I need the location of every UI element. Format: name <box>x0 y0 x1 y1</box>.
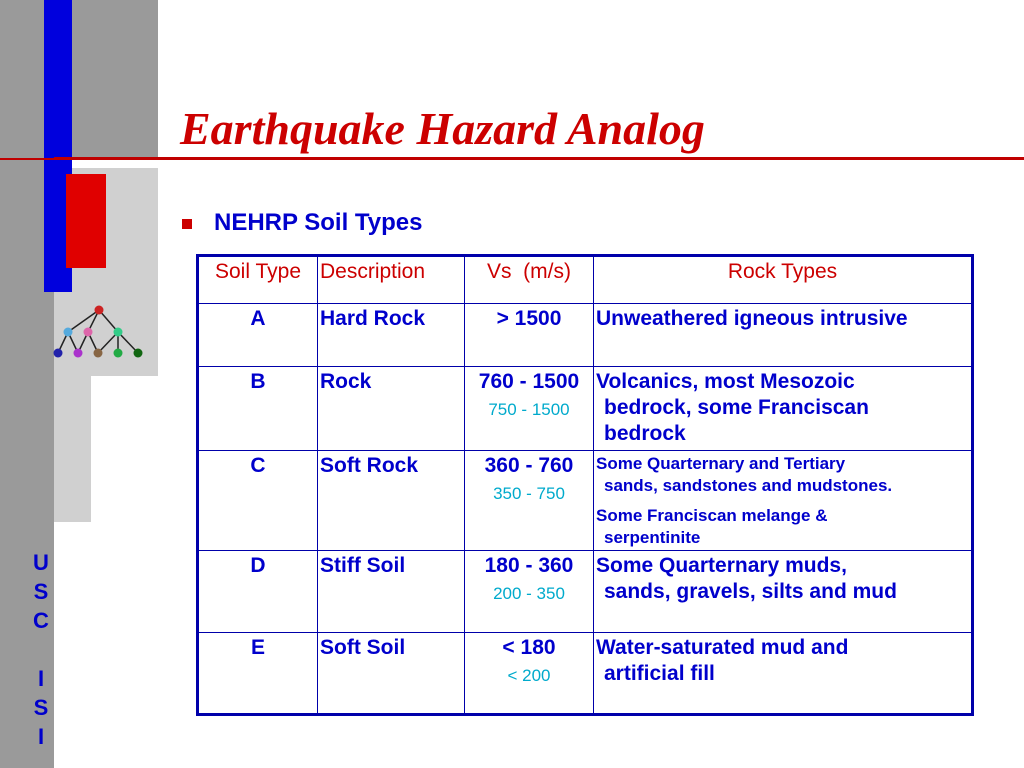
side-letter: C <box>33 608 49 633</box>
decor-gray-block <box>0 0 158 158</box>
side-letters <box>28 548 54 751</box>
rock-line: sands, sandstones and mudstones. <box>604 476 893 495</box>
rock-line: bedrock, some Franciscan <box>604 396 869 419</box>
cell-description: Stiff Soil <box>318 551 465 633</box>
table-row <box>198 367 973 451</box>
cell-description: Hard Rock <box>318 304 465 367</box>
soil-types-table <box>196 254 974 716</box>
cell-soil-type: B <box>198 367 318 451</box>
title-underline-left <box>0 158 54 160</box>
rock-line: Water-saturated mud and <box>596 636 849 659</box>
side-letter: S <box>33 579 49 604</box>
cell-rock-types <box>594 304 973 367</box>
rock-line: Some Quarternary muds, <box>596 554 847 577</box>
cell-vs <box>465 451 594 551</box>
cell-soil-type: D <box>198 551 318 633</box>
header-vs: Vs (m/s) <box>465 256 594 304</box>
cell-vs <box>465 633 594 715</box>
rock-line: Volcanics, most Mesozoic <box>596 370 855 393</box>
rock-line: serpentinite <box>604 528 701 547</box>
side-letter: S <box>33 695 49 720</box>
decor-light-strip <box>54 376 91 522</box>
rock-line: artificial fill <box>604 662 715 685</box>
vs-value: > 1500 <box>496 307 562 330</box>
table-row <box>198 304 973 367</box>
slide-title: Earthquake Hazard Analog <box>180 103 705 154</box>
cell-vs <box>465 304 594 367</box>
table-row <box>198 551 973 633</box>
cell-rock-types <box>594 551 973 633</box>
vs-alt-value: 350 - 750 <box>493 484 565 503</box>
vs-alt-value: 750 - 1500 <box>488 400 570 419</box>
rock-line: sands, gravels, silts and mud <box>604 580 897 603</box>
vs-value: 360 - 760 <box>484 454 574 477</box>
table-row <box>198 633 973 715</box>
table-row <box>198 451 973 551</box>
cell-description: Soft Soil <box>318 633 465 715</box>
cell-soil-type: A <box>198 304 318 367</box>
title-underline <box>54 157 1024 160</box>
bullet-text: NEHRP Soil Types <box>214 209 423 236</box>
rock-line: Some Quarternary and Tertiary <box>596 454 846 473</box>
cell-rock-types <box>594 633 973 715</box>
vs-alt-value: < 200 <box>507 666 551 685</box>
tree-network-icon <box>50 302 150 362</box>
vs-value: 760 - 1500 <box>478 370 580 393</box>
header-description: Description <box>318 256 465 304</box>
rock-line: bedrock <box>604 422 686 445</box>
rock-line: Unweathered igneous intrusive <box>596 307 908 330</box>
side-letter: I <box>37 666 45 691</box>
square-bullet-icon <box>182 219 192 229</box>
rock-line: Some Franciscan melange & <box>596 506 828 525</box>
header-rock-types: Rock Types <box>594 256 973 304</box>
decor-red-bar <box>66 174 106 268</box>
header-soil-type: Soil Type <box>198 256 318 304</box>
vs-value: 180 - 360 <box>484 554 574 577</box>
vs-value: < 180 <box>502 636 556 659</box>
table-header-row <box>198 256 973 304</box>
cell-vs <box>465 551 594 633</box>
cell-rock-types <box>594 367 973 451</box>
side-letter <box>28 635 54 664</box>
vs-alt-value: 200 - 350 <box>493 584 565 603</box>
cell-soil-type: E <box>198 633 318 715</box>
cell-vs <box>465 367 594 451</box>
cell-description: Rock <box>318 367 465 451</box>
cell-description: Soft Rock <box>318 451 465 551</box>
cell-rock-types <box>594 451 973 551</box>
side-letter: I <box>37 724 45 749</box>
side-letter: U <box>33 550 49 575</box>
cell-soil-type: C <box>198 451 318 551</box>
